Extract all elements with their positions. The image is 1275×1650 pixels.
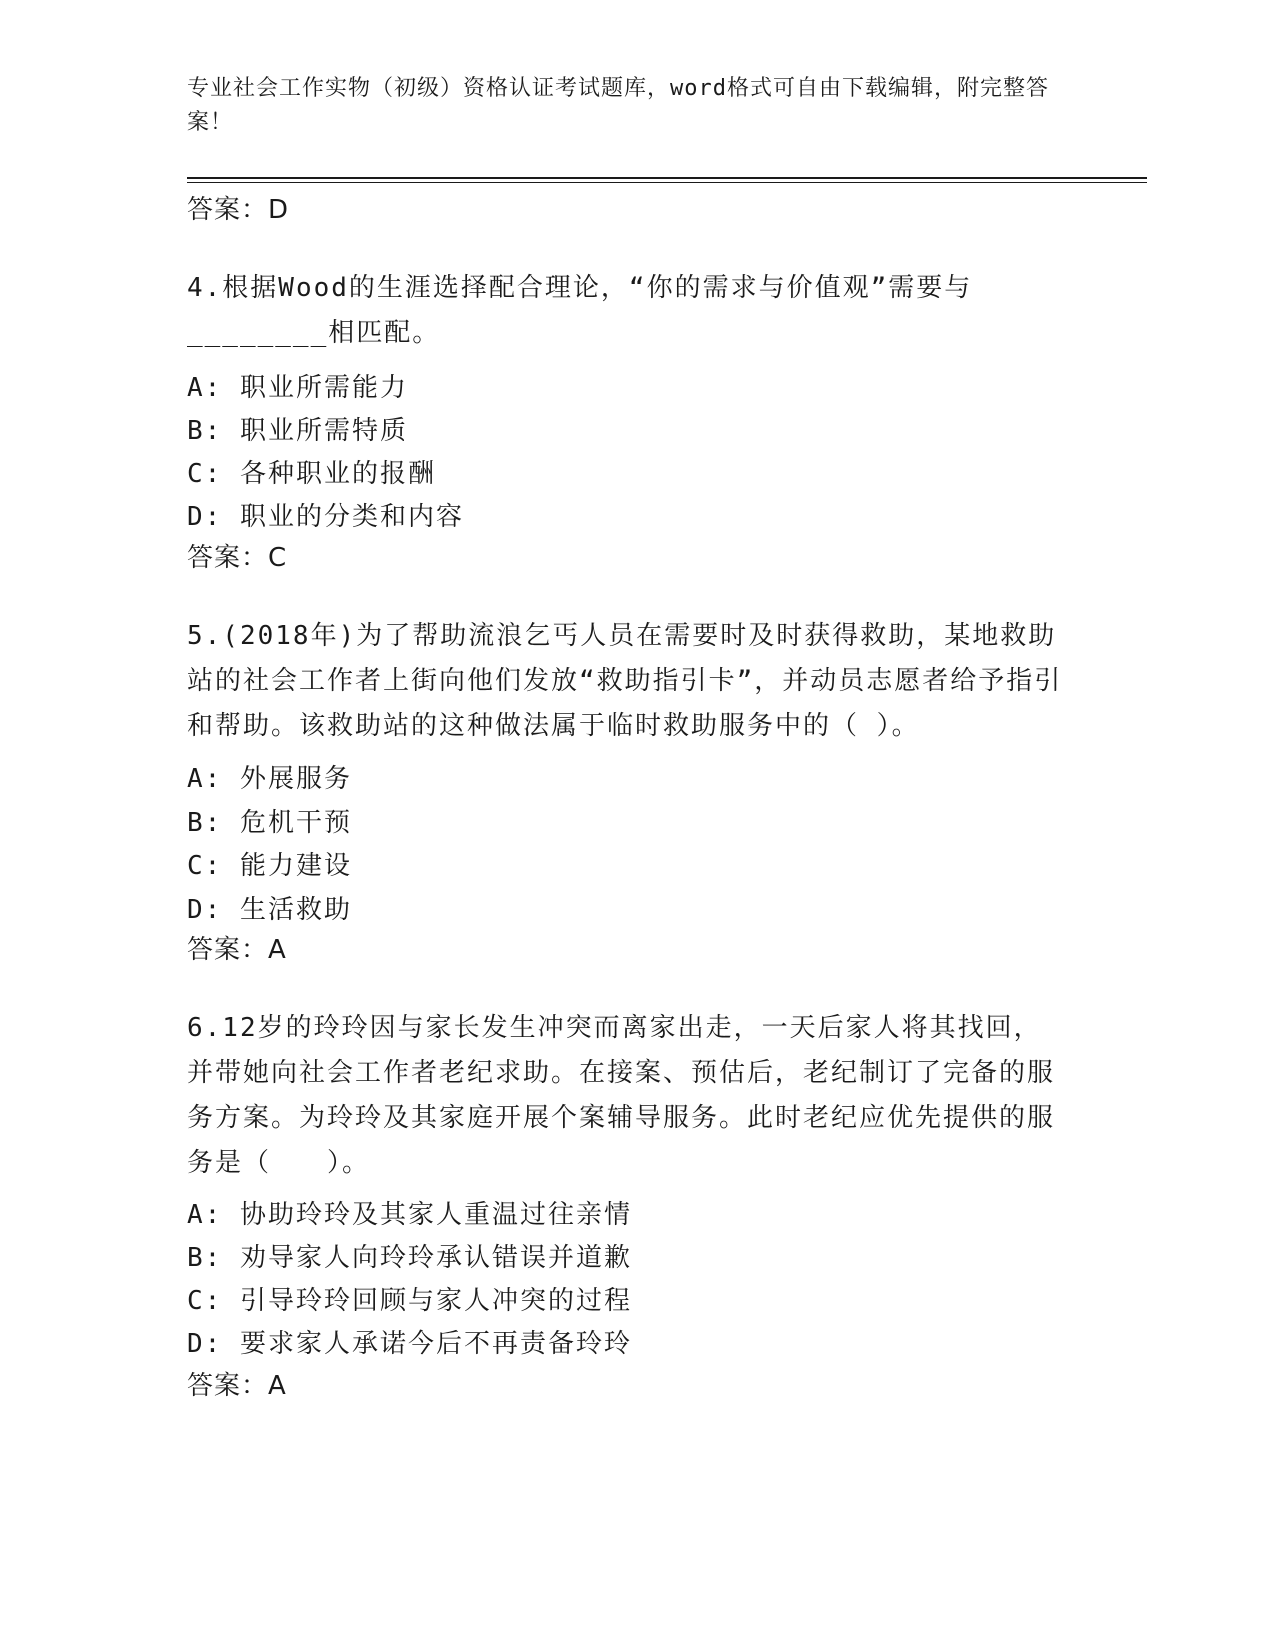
question-4-text: 4.根据Wood的生涯选择配合理论，“你的需求与价值观”需要与________相匹配。	[187, 273, 973, 348]
question-6-option-c: C: 引导玲玲回顾与家人冲突的过程	[187, 1286, 632, 1316]
question-4-option-b: B: 职业所需特质	[187, 416, 408, 446]
question-4-answer: 答案：C	[187, 543, 288, 573]
previous-answer: 答案：D	[187, 195, 290, 225]
question-6-text: 6.12岁的玲玲因与家长发生冲突而离家出走，一天后家人将其找回，并带她向社会工作者老纪求助。在接案、预估后，老纪制订了完备的服务方案。为玲玲及其家庭开展个案辅导服务。此时老纪应优先提供的服务是（ ）。	[187, 1013, 1056, 1178]
document-header: 专业社会工作实物（初级）资格认证考试题库，word格式可自由下载编辑，附完整答案！	[187, 76, 1049, 135]
question-5-option-a: A: 外展服务	[187, 764, 352, 794]
question-4-option-c: C: 各种职业的报酬	[187, 459, 436, 489]
question-5-answer: 答案：A	[187, 935, 287, 965]
question-6-option-d: D: 要求家人承诺今后不再责备玲玲	[187, 1329, 632, 1359]
question-6-option-b: B: 劝导家人向玲玲承认错误并道歉	[187, 1243, 632, 1273]
header-divider-thin	[187, 182, 1147, 183]
question-6-option-a: A: 协助玲玲及其家人重温过往亲情	[187, 1200, 632, 1230]
question-5-option-d: D: 生活救助	[187, 895, 352, 925]
header-divider-thick	[187, 177, 1147, 179]
question-5-option-b: B: 危机干预	[187, 808, 352, 838]
question-5-option-c: C: 能力建设	[187, 851, 352, 881]
question-4-option-a: A: 职业所需能力	[187, 373, 408, 403]
question-5-text: 5.(2018年)为了帮助流浪乞丐人员在需要时及时获得救助，某地救助站的社会工作者上街向他们发放“救助指引卡”，并动员志愿者给予指引和帮助。该救助站的这种做法属于临时救助服务中的（ ）。	[187, 621, 1063, 741]
question-6-answer: 答案：A	[187, 1371, 287, 1401]
question-4-option-d: D: 职业的分类和内容	[187, 502, 464, 532]
